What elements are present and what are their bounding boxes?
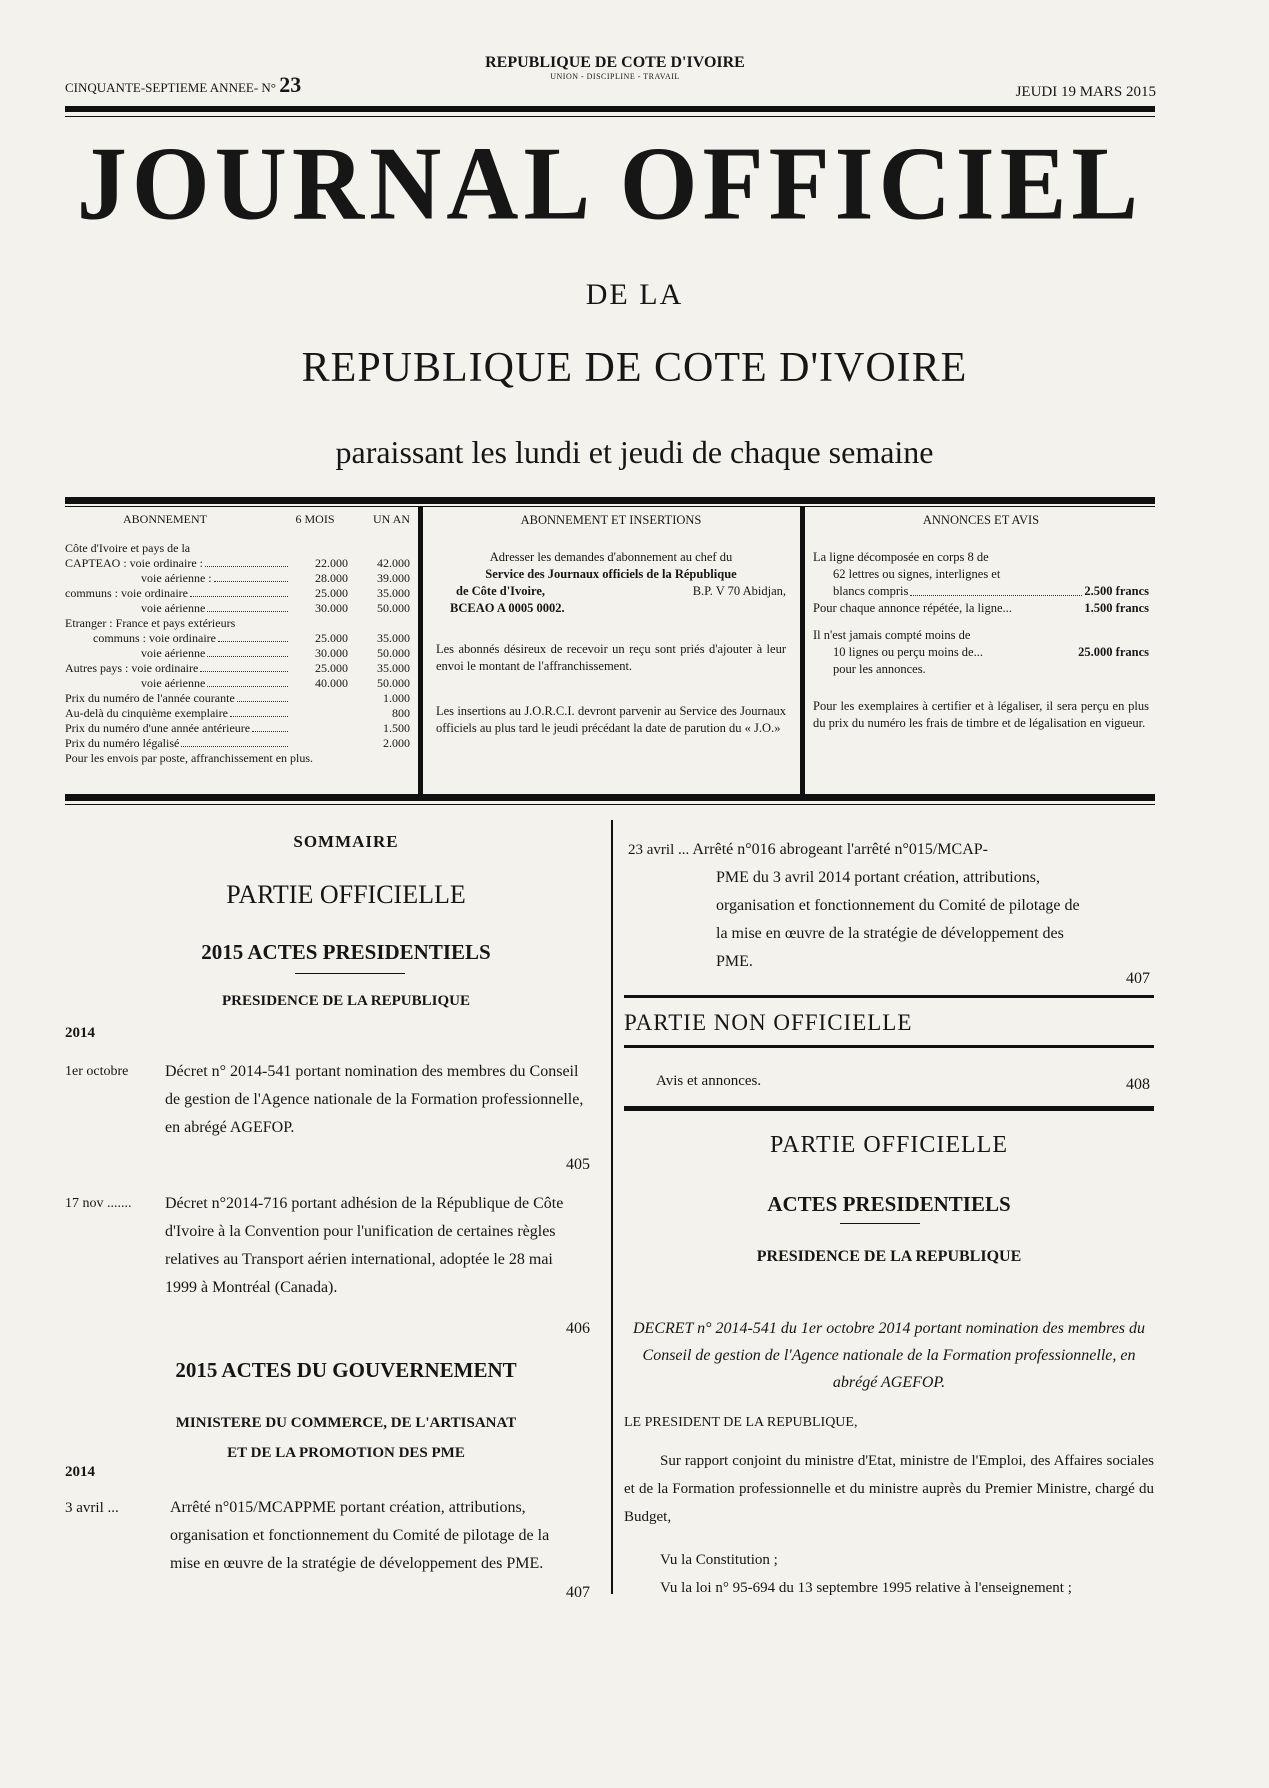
entry-3-page: 407 — [566, 1584, 590, 1601]
avis-page: 408 — [1126, 1076, 1150, 1093]
abonnement-row-label: Pour les envois par poste, affranchissement en plus. — [65, 751, 314, 765]
abonnement-row-label: voie aérienne — [141, 646, 206, 660]
insertions-column — [430, 512, 792, 737]
abonnement-row — [65, 541, 410, 556]
abonnement-row-label: Prix du numéro de l'année courante — [65, 691, 235, 705]
entry-text: Arrêté n°015/MCAPPME portant création, attributions, organisation et fonctionnement du Comité de pilotage de la mise en œuvre de la stratégie de développement des PME. — [170, 1499, 550, 1572]
abonnement-row — [65, 661, 410, 676]
sommaire-partie-officielle: PARTIE OFFICIELLE — [226, 880, 466, 909]
abonnement-row — [65, 691, 410, 706]
le-president: LE PRESIDENT DE LA REPUBLIQUE, — [624, 1415, 858, 1430]
masthead-rule-thin — [65, 116, 1155, 117]
abonnement-row — [65, 586, 410, 601]
abonnement-header: ABONNEMENT — [123, 512, 207, 526]
abonnement-row-label: CAPTEAO : voie ordinaire : — [65, 556, 203, 570]
six-mois-header: 6 MOIS — [295, 512, 335, 526]
abonnement-row — [65, 676, 410, 691]
annonces-price-2: 1.500 francs — [1084, 601, 1149, 615]
box-divider-1 — [418, 506, 423, 796]
abonnement-row — [65, 631, 410, 646]
annonces-note: Pour les exemplaires à certifier et à légaliser, il sera perçu en plus du prix du numéro les frais de timbre et de légalisation en vigueur. — [813, 699, 1149, 730]
abonnement-row-label: Prix du numéro d'une année antérieure — [65, 721, 251, 735]
abonnement-six-mois: 25.000 — [315, 586, 348, 600]
partie-non-officielle: PARTIE NON OFFICIELLE — [624, 1010, 913, 1035]
entry-2-page: 406 — [566, 1320, 590, 1337]
sommaire-ministere — [65, 1408, 627, 1468]
journal-title: JOURNAL OFFICIEL — [76, 125, 1144, 242]
republic-header — [440, 54, 790, 81]
abonnement-un-an: 35.000 — [377, 661, 410, 675]
abonnement-un-an: 800 — [392, 706, 410, 720]
annonces-price-3: 25.000 francs — [1078, 645, 1149, 659]
abonnement-row — [65, 571, 410, 586]
rapport-paragraph: Sur rapport conjoint du ministre d'Etat, ministre de l'Emploi, des Affaires sociales et de la Formation professionnelle et du ministre auprès du Premier Ministre, chargé du Budget, — [624, 1453, 1154, 1525]
entry-1-page: 405 — [566, 1156, 590, 1173]
entry-date: 3 avril ... — [65, 1500, 119, 1516]
abonnement-row-label: voie aérienne — [141, 676, 206, 690]
abonnement-un-an: 50.000 — [377, 601, 410, 615]
sommaire-year-2: 2014 — [65, 1464, 95, 1480]
ministere-line-2: ET DE LA PROMOTION DES PME — [227, 1445, 465, 1461]
avis-annonces: Avis et annonces. — [656, 1073, 762, 1089]
abonnement-row-label: Côte d'Ivoire et pays de la — [65, 541, 191, 555]
publication-frequency: paraissant les lundi et jeudi de chaque semaine — [335, 434, 934, 470]
ministere-line-1: MINISTERE DU COMMERCE, DE L'ARTISANAT — [175, 1415, 517, 1431]
journal-subtitle: REPUBLIQUE DE COTE D'IVOIRE — [301, 345, 968, 391]
annonces-line-2: 62 lettres ou signes, interlignes et — [833, 567, 1001, 581]
abonnement-row — [65, 736, 410, 751]
entry-date: 23 avril ... — [628, 842, 690, 858]
abonnement-row — [65, 556, 410, 571]
body-presidence: PRESIDENCE DE LA REPUBLIQUE — [756, 1248, 1022, 1265]
insertions-deadline: Les insertions au J.O.R.C.I. devront parvenir au Service des Journaux officiels au plus tard le jeudi précédant la date de parution du « J.O.» — [436, 704, 786, 735]
abonnement-table — [65, 512, 410, 766]
abonnement-row-label: voie aérienne — [141, 601, 206, 615]
entry-date: 1er octobre — [65, 1064, 129, 1079]
abonnement-row-label: Prix du numéro légalisé — [65, 736, 180, 750]
abonnement-six-mois: 30.000 — [315, 601, 348, 615]
abonnement-row — [65, 616, 410, 631]
abonnement-six-mois: 25.000 — [315, 631, 348, 645]
box-top-rule — [65, 497, 1155, 504]
abonnement-six-mois: 22.000 — [315, 556, 348, 570]
abonnement-row — [65, 601, 410, 616]
abonnement-un-an: 50.000 — [377, 646, 410, 660]
abonnement-row-label: communs : voie ordinaire — [93, 631, 216, 645]
entry-text: Arrêté n°016 abrogeant l'arrêté n°015/MCAP- — [692, 841, 988, 858]
decret-title: DECRET n° 2014-541 du 1er octobre 2014 portant nomination des membres du Conseil de gestion de l'Agence nationale de la Formation professionnelle, en abrégé AGEFOP. — [633, 1320, 1145, 1391]
abonnement-un-an: 35.000 — [377, 631, 410, 645]
issue-date: JEUDI 19 MARS 2015 — [1015, 84, 1156, 100]
masthead-rule — [65, 106, 1155, 112]
annonces-price-1: 2.500 francs — [1084, 584, 1149, 598]
abonnement-un-an: 42.000 — [377, 556, 410, 570]
abonnement-un-an: 2.000 — [383, 736, 410, 750]
sommaire-year-1: 2014 — [65, 1025, 95, 1041]
abonnement-row — [65, 646, 410, 661]
insertions-address-4: B.P. V 70 Abidjan, — [692, 584, 786, 598]
entry-text-first — [628, 836, 1148, 864]
body-actes-presidentiels: ACTES PRESIDENTIELS — [767, 1192, 1011, 1216]
issue-number: 23 — [279, 72, 302, 97]
actes-underline — [295, 973, 405, 974]
abonnement-un-an: 35.000 — [377, 586, 410, 600]
entry-4-page: 407 — [1126, 970, 1150, 987]
abonnement-un-an: 39.000 — [377, 571, 410, 585]
insertions-address-1: Adresser les demandes d'abonnement au chef du — [489, 550, 733, 564]
annonces-column — [813, 512, 1149, 732]
republic-name: REPUBLIQUE DE COTE D'IVOIRE — [485, 54, 745, 71]
sommaire-actes-presidentiels: 2015 ACTES PRESIDENTIELS — [201, 940, 491, 964]
abonnement-row-label: Autres pays : voie ordinaire — [65, 661, 199, 675]
annonces-line-3: blancs compris — [833, 584, 909, 598]
vu-constitution: Vu la Constitution ; — [660, 1552, 778, 1568]
entry-text: Décret n°2014-716 portant adhésion de la République de Côte d'Ivoire à la Convention pour l'unification de certaines règles relatives au Transport aérien international, adoptée le 28 mai 1999 à Montréal (Canada). — [165, 1195, 564, 1296]
annonces-line-6: 10 lignes ou perçu moins de... — [833, 645, 983, 659]
sommaire-entry-1 — [65, 1058, 585, 1142]
abonnement-row-label: Au-delà du cinquième exemplaire — [65, 706, 228, 720]
sommaire-entry-3 — [65, 1494, 560, 1578]
abonnement-row-label: Etranger : France et pays extérieurs — [65, 616, 236, 630]
box-bottom-rule — [65, 794, 1155, 801]
abonnement-row-label: voie aérienne : — [141, 571, 212, 585]
vu-loi: Vu la loi n° 95-694 du 13 septembre 1995 relative à l'enseignement ; — [660, 1580, 1072, 1596]
insertions-header: ABONNEMENT ET INSERTIONS — [520, 513, 702, 527]
sommaire-actes-gouvernement: 2015 ACTES DU GOUVERNEMENT — [175, 1358, 517, 1382]
national-motto: UNION - DISCIPLINE - TRAVAIL — [550, 72, 680, 81]
sommaire-presidence: PRESIDENCE DE LA REPUBLIQUE — [222, 993, 470, 1009]
insertions-receipt: Les abonnés désireux de recevoir un reçu sont priés d'ajouter à leur envoi le montant de l'affranchissement. — [436, 642, 786, 673]
box-bottom-rule-thin — [65, 804, 1155, 805]
abonnement-row-label: communs : voie ordinaire — [65, 586, 188, 600]
abonnement-un-an: 1.500 — [383, 721, 410, 735]
body-partie-officielle: PARTIE OFFICIELLE — [769, 1132, 1008, 1158]
insertions-address-2: Service des Journaux officiels de la République — [485, 567, 737, 581]
body-actes-underline — [840, 1223, 920, 1224]
abonnement-six-mois: 40.000 — [315, 676, 348, 690]
box-top-rule-thin — [65, 506, 1155, 507]
abonnement-row — [65, 721, 410, 736]
abonnement-row — [65, 706, 410, 721]
sommaire-end-rule — [624, 1106, 1154, 1111]
insertions-address-5: BCEAO A 0005 0002. — [450, 601, 565, 615]
sommaire-title: SOMMAIRE — [293, 832, 399, 851]
annonces-line-4: Pour chaque annonce répétée, la ligne... — [813, 601, 1012, 615]
box-divider-2 — [800, 506, 805, 796]
annonces-line-1: La ligne décomposée en corps 8 de — [813, 550, 989, 564]
insertions-address-3: de Côte d'Ivoire, — [456, 584, 545, 598]
un-an-header: UN AN — [372, 512, 410, 526]
abonnement-row — [65, 751, 410, 766]
sommaire-entry-4 — [628, 836, 1148, 976]
entry-text-rest: PME du 3 avril 2014 portant création, attributions, organisation et fonctionnement du Comité de pilotage de la mise en œuvre de la stratégie de développement des PME. — [716, 869, 1080, 970]
annonces-line-5: Il n'est jamais compté moins de — [813, 628, 971, 642]
de-la: DE LA — [585, 278, 684, 311]
annonces-header: ANNONCES ET AVIS — [922, 513, 1040, 527]
column-divider — [611, 820, 613, 1594]
abonnement-six-mois: 30.000 — [315, 646, 348, 660]
abonnement-six-mois: 25.000 — [315, 661, 348, 675]
abonnement-un-an: 1.000 — [383, 691, 410, 705]
annonces-line-7: pour les annonces. — [833, 662, 926, 676]
issue-label: CINQUANTE-SEPTIEME ANNEE- N° — [65, 80, 277, 95]
sommaire-entry-2 — [65, 1190, 585, 1302]
entry-text: Décret n° 2014-541 portant nomination des membres du Conseil de gestion de l'Agence nationale de la Formation professionnelle, en abrégé AGEFOP. — [165, 1063, 584, 1136]
entry-date: 17 nov ....... — [65, 1196, 132, 1211]
non-officielle-rule-top — [624, 995, 1154, 998]
non-officielle-rule-bottom — [624, 1045, 1154, 1048]
issue-line — [65, 72, 301, 98]
abonnement-six-mois: 28.000 — [315, 571, 348, 585]
abonnement-un-an: 50.000 — [377, 676, 410, 690]
